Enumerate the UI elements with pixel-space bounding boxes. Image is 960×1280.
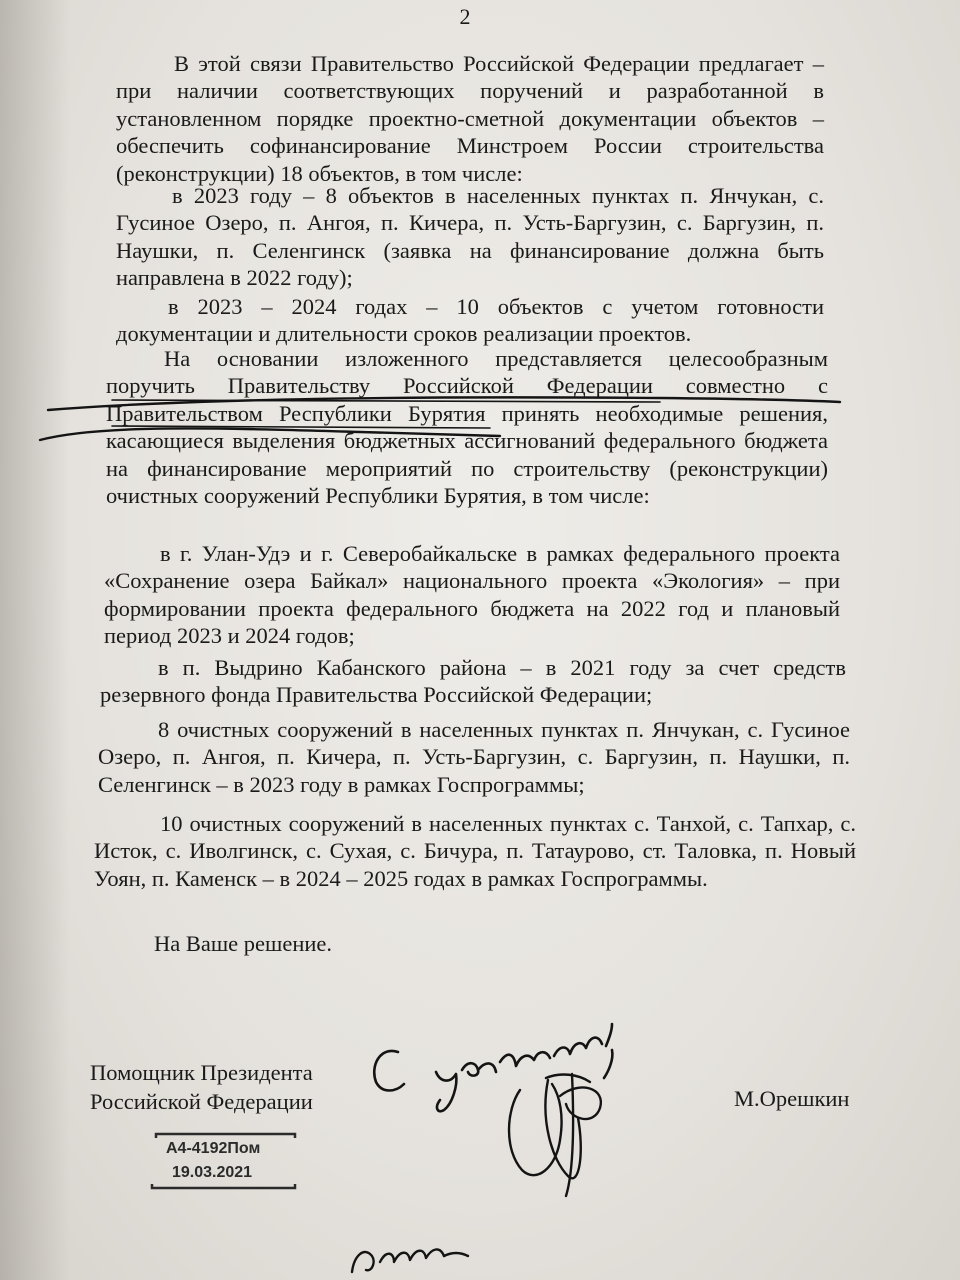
paragraph-2023-2024: в 2023 – 2024 годах – 10 объектов с учетом готовности документации и длительности сроков реализации проектов. xyxy=(116,294,824,347)
signer-position-line2: Российской Федерации xyxy=(90,1089,313,1114)
paragraph-2023: в 2023 году – 8 объектов в населенных пунктах п. Янчукан, с. Гусиное Озеро, п. Ангоя, п. Кичера, п. Усть-Баргузин, с. Баргузин, п. Наушки, п. Селенгинск (заявка на финансирование должна быть направлена в 2022 году); xyxy=(116,183,824,291)
paragraph-8-facilities: 8 очистных сооружений в населенных пунктах п. Янчукан, с. Гусиное Озеро, п. Ангоя, п. Кичера, п. Усть-Баргузин, с. Баргузин, п. Наушки, п. Селенгинск – в 2023 году в рамках Госпрограммы; xyxy=(98,717,850,797)
signer-name: М.Орешкин xyxy=(734,1086,850,1111)
signature-scribble xyxy=(509,1074,601,1196)
paragraph-ulan-ude: в г. Улан-Удэ и г. Северобайкальске в рамках федерального проекта «Сохранение озера Байкал» национального проекта «Экология» – при формировании проекта федерального бюджета на 2022 год и плановый период 2023 и 2024 годов; xyxy=(104,541,840,649)
paragraph-vydrino: в п. Выдрино Кабанского района – в 2021 году за счет средств резервного фонда Правительства Российской Федерации; xyxy=(100,655,846,708)
signer-position xyxy=(90,1058,313,1116)
paragraph-closing: На Ваше решение. xyxy=(154,931,333,956)
initials-scribble xyxy=(352,1249,468,1272)
paragraph-10-facilities: 10 очистных сооружений в населенных пунктах с. Танхой, с. Тапхар, с. Исток, с. Иволгинск, с. Сухая, с. Бичура, п. Татаурово, ст. Таловка, п. Новый Уоян, п. Каменск – в 2024 – 2025 годах в рамках Госпрограммы. xyxy=(94,811,856,891)
page-number: 2 xyxy=(459,4,471,29)
handwritten-note-text xyxy=(380,1040,532,1064)
paragraph-instruction: На основании изложенного представляется целесообразным поручить Правительству Российской Федерации совместно с Правительством Республики Бурятия принять необходимые решения, касающиеся выделения бюджетных ассигнований федерального бюджета на финансирование мероприятий по строительству (реконструкции) очистных сооружений Республики Бурятия, в том числе: xyxy=(106,346,828,509)
signer-position-line1: Помощник Президента xyxy=(90,1060,313,1085)
stamp-date: 19.03.2021 xyxy=(172,1164,253,1181)
stamp-reg-number: А4-4192Пом xyxy=(166,1140,261,1157)
paragraph-proposal: В этой связи Правительство Российской Федерации предлагает – при наличии соответствующих поручений и разработанной в установленном порядке проектно-сметной документации объектов – обеспечить софинансирование Минстроем России строительства (реконструкции) 18 объектов, в том числе: xyxy=(116,51,824,186)
handwritten-note-regards xyxy=(374,1024,612,1111)
registration-stamp xyxy=(150,1132,300,1190)
page-shadow xyxy=(0,0,70,1280)
